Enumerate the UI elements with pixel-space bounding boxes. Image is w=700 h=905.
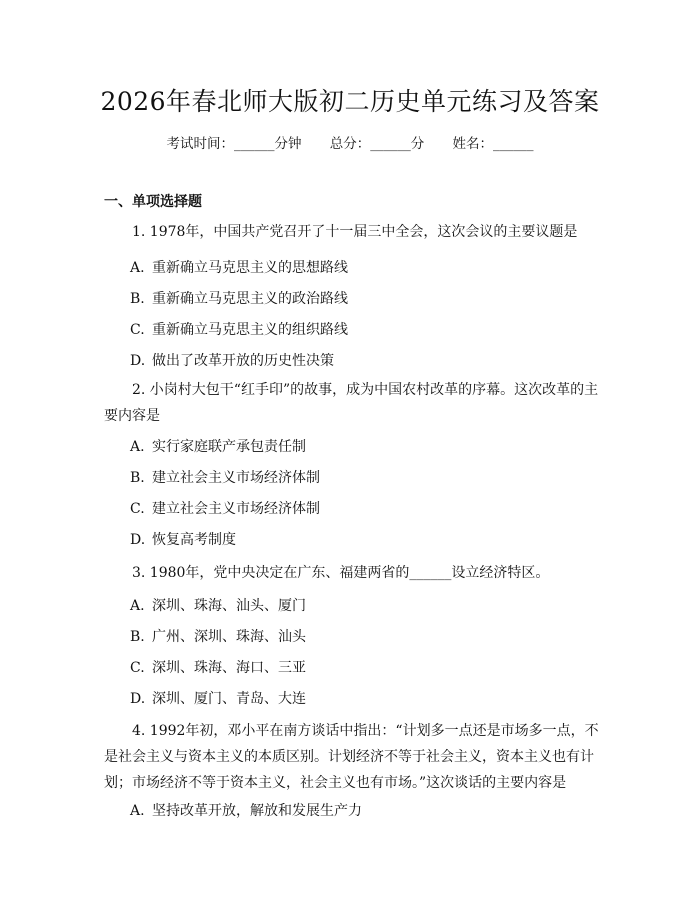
question-2-option-b — [130, 467, 320, 487]
question-1-stem: 1. 1978年，中国共产党召开了十一届三中全会，这次会议的主要议题是 — [132, 224, 578, 240]
option-letter: D. — [130, 691, 146, 707]
question-4-option-a — [130, 800, 362, 820]
option-letter: C. — [130, 660, 145, 676]
question-2-option-d — [130, 529, 236, 549]
exam-time-field: 考试时间：______分钟 — [166, 136, 302, 152]
section-heading: 一、单项选择题 — [104, 194, 202, 210]
option-letter: B. — [130, 629, 145, 645]
option-letter: D. — [130, 532, 146, 548]
option-text: 深圳、厦门、青岛、大连 — [152, 691, 306, 707]
question-1-option-c — [130, 319, 348, 339]
option-letter: A. — [130, 803, 145, 819]
exam-meta — [0, 132, 700, 152]
question-1-option-b — [130, 288, 348, 308]
option-letter: A. — [130, 439, 145, 455]
option-text: 重新确立马克思主义的政治路线 — [152, 291, 348, 307]
student-name-field: 姓名：______ — [452, 136, 534, 152]
option-letter: A. — [130, 260, 145, 276]
question-3-option-a — [130, 595, 306, 615]
total-score-field: 总分：______分 — [329, 136, 425, 152]
question-4-stem: 4. 1992年初，邓小平在南方谈话中指出：“计划多一点还是市场多一点，不是社会主义与资本主义的本质区别。计划经济不等于社会主义，资本主义也有计划；市场经济不等于资本主义，社会主义也有市场。”这次谈话的主要内容是 — [104, 723, 599, 791]
option-text: 实行家庭联产承包责任制 — [152, 439, 306, 455]
question-3-stem: 3. 1980年，党中央决定在广东、福建两省的______设立经济特区。 — [132, 565, 550, 581]
option-letter: B. — [130, 291, 145, 307]
option-text: 重新确立马克思主义的组织路线 — [152, 322, 348, 338]
question-2-option-a — [130, 436, 306, 456]
option-text: 坚持改革开放，解放和发展生产力 — [152, 803, 362, 819]
question-3-option-b — [130, 626, 306, 646]
question-3-option-c — [130, 657, 306, 677]
option-text: 恢复高考制度 — [152, 532, 236, 548]
option-letter: D. — [130, 353, 146, 369]
question-2-stem: 2. 小岗村大包干“红手印”的故事，成为中国农村改革的序幕。这次改革的主要内容是 — [104, 382, 599, 424]
option-text: 深圳、珠海、汕头、厦门 — [152, 598, 306, 614]
option-text: 重新确立马克思主义的思想路线 — [152, 260, 348, 276]
option-text: 深圳、珠海、海口、三亚 — [152, 660, 306, 676]
option-letter: C. — [130, 322, 145, 338]
option-text: 建立社会主义市场经济体制 — [152, 501, 320, 517]
option-letter: A. — [130, 598, 145, 614]
question-3-option-d — [130, 688, 306, 708]
option-text: 做出了改革开放的历史性决策 — [152, 353, 334, 369]
question-1-option-d — [130, 350, 334, 370]
question-2-option-c — [130, 498, 320, 518]
page-title: 2026年春北师大版初二历史单元练习及答案 — [100, 87, 600, 116]
option-text: 广州、深圳、珠海、汕头 — [152, 629, 306, 645]
option-letter: B. — [130, 470, 145, 486]
option-letter: C. — [130, 501, 145, 517]
question-1-option-a — [130, 257, 348, 277]
option-text: 建立社会主义市场经济体制 — [152, 470, 320, 486]
